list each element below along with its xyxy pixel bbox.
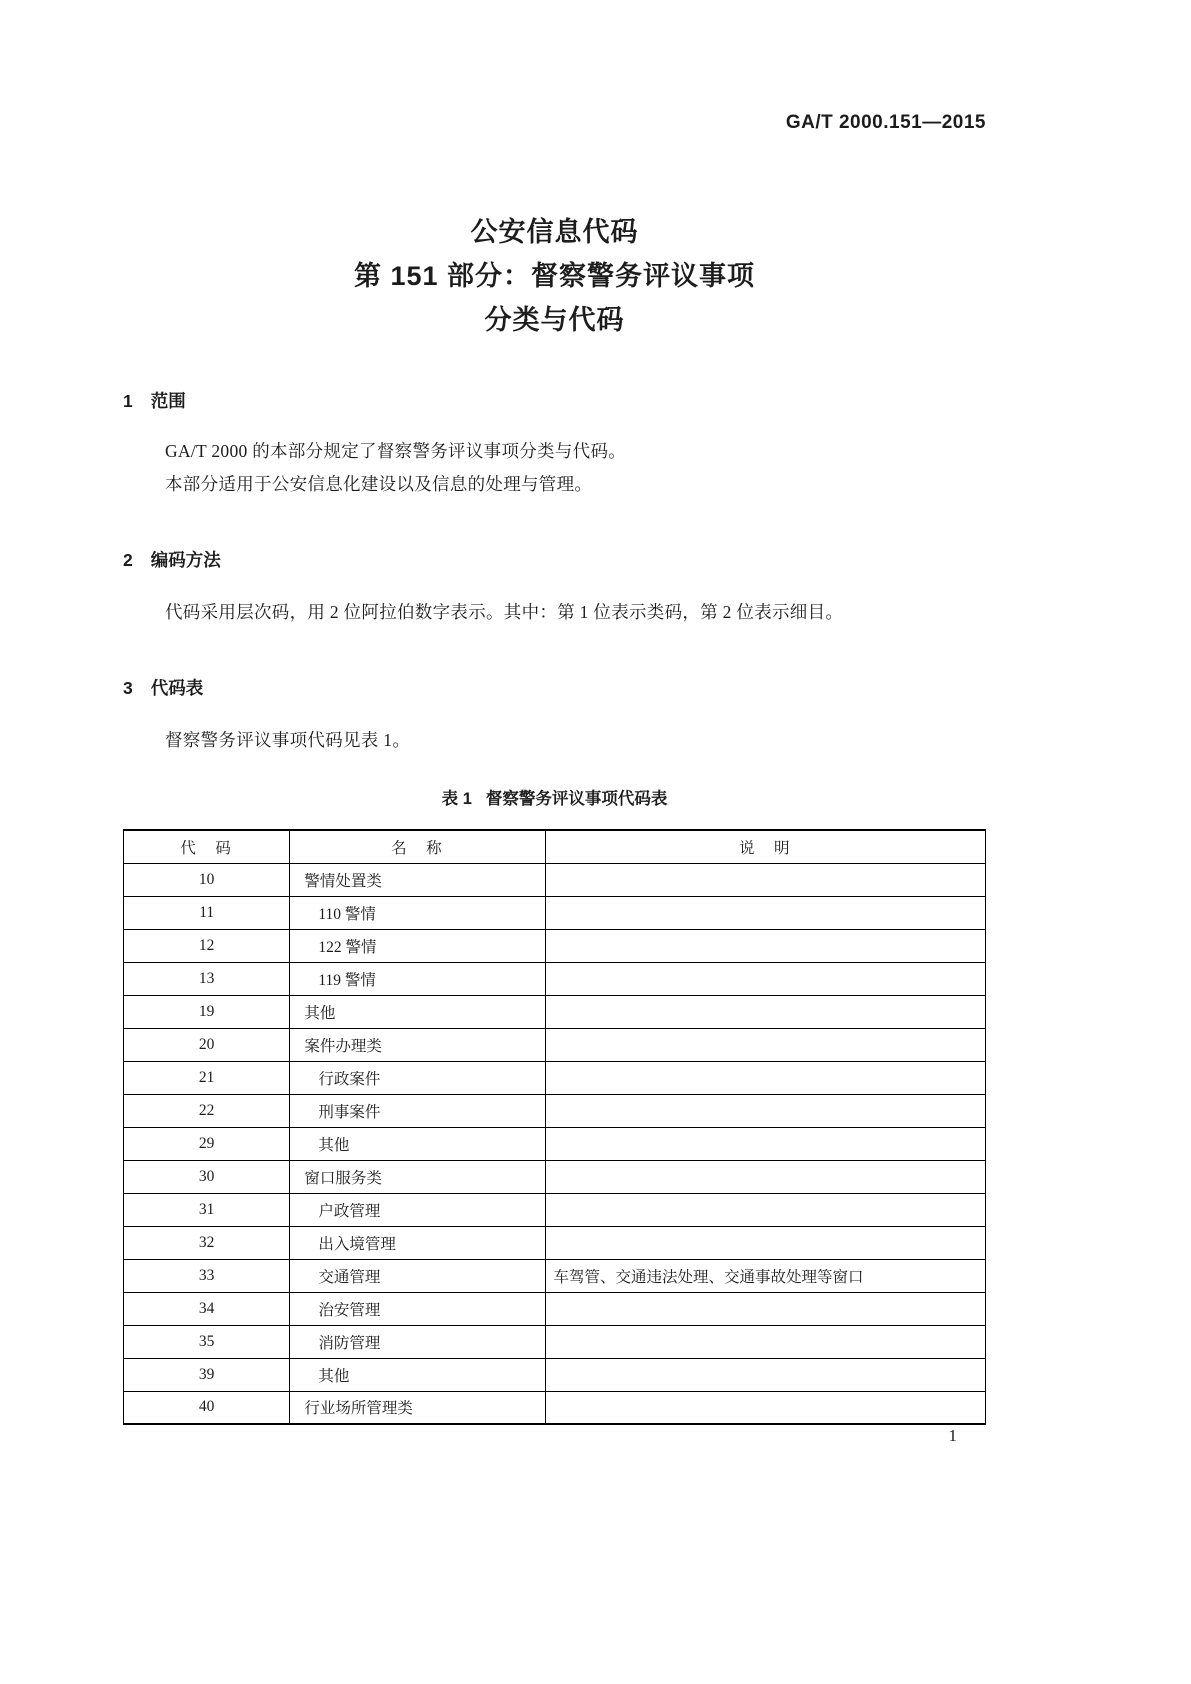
cell-code: 30 [124, 1160, 290, 1193]
cell-note [545, 962, 986, 995]
title-line-3: 分类与代码 [484, 305, 625, 335]
table-row [124, 1061, 986, 1094]
cell-name: 行业场所管理类 [290, 1391, 545, 1424]
cell-code: 32 [124, 1226, 290, 1259]
paragraph: 本部分适用于公安信息化建设以及信息的处理与管理。 [165, 474, 593, 494]
page-content [0, 112, 1191, 1425]
cell-name: 窗口服务类 [290, 1160, 545, 1193]
header-note: 说 明 [545, 830, 986, 863]
table-row [124, 896, 986, 929]
table-row [124, 1193, 986, 1226]
table-caption-title: 督察警务评议事项代码表 [485, 790, 668, 808]
cell-code: 11 [124, 896, 290, 929]
cell-name: 119 警情 [290, 962, 545, 995]
cell-name: 刑事案件 [290, 1094, 545, 1127]
table-row [124, 863, 986, 896]
cell-name: 其他 [290, 1358, 545, 1391]
cell-note [545, 863, 986, 896]
cell-name: 消防管理 [290, 1325, 545, 1358]
table-row [124, 929, 986, 962]
section-heading-scope [123, 388, 986, 413]
title-line-2: 第 151 部分：督察警务评议事项 [353, 261, 756, 291]
cell-name: 警情处置类 [290, 863, 545, 896]
table-row [124, 1259, 986, 1292]
cell-code: 35 [124, 1325, 290, 1358]
page-number: 1 [948, 1426, 957, 1445]
header-code: 代 码 [124, 830, 290, 863]
cell-note [545, 1160, 986, 1193]
cell-name: 户政管理 [290, 1193, 545, 1226]
table-row [124, 1226, 986, 1259]
table-row [124, 995, 986, 1028]
cell-code: 13 [124, 962, 290, 995]
title-line-1: 公安信息代码 [470, 217, 639, 247]
paragraph: 代码采用层次码，用 2 位阿拉伯数字表示。其中：第 1 位表示类码，第 2 位表示细目。 [165, 602, 844, 622]
cell-note [545, 1094, 986, 1127]
cell-name: 110 警情 [290, 896, 545, 929]
code-table [123, 829, 986, 1425]
cell-name: 交通管理 [290, 1259, 545, 1292]
code-table-body [124, 863, 986, 1424]
table-row [124, 962, 986, 995]
section-title: 范围 [150, 391, 186, 411]
cell-code: 40 [124, 1391, 290, 1424]
cell-note [545, 896, 986, 929]
cell-note: 车驾管、交通违法处理、交通事故处理等窗口 [545, 1259, 986, 1292]
table-row [124, 1358, 986, 1391]
section-number: 1 [123, 391, 133, 411]
paragraph: 督察警务评议事项代码见表 1。 [165, 730, 411, 750]
cell-name: 案件办理类 [290, 1028, 545, 1061]
cell-code: 22 [124, 1094, 290, 1127]
cell-name: 行政案件 [290, 1061, 545, 1094]
section-number: 3 [123, 678, 133, 698]
cell-code: 33 [124, 1259, 290, 1292]
table-caption [123, 785, 986, 809]
cell-note [545, 1325, 986, 1358]
section-title: 编码方法 [150, 550, 221, 570]
cell-name: 其他 [290, 995, 545, 1028]
table-row [124, 1325, 986, 1358]
cell-code: 31 [124, 1193, 290, 1226]
cell-name: 其他 [290, 1127, 545, 1160]
cell-note [545, 995, 986, 1028]
cell-note [545, 929, 986, 962]
page-title [123, 210, 986, 342]
table-row [124, 1028, 986, 1061]
table-row [124, 1127, 986, 1160]
cell-note [545, 1061, 986, 1094]
cell-code: 20 [124, 1028, 290, 1061]
cell-code: 19 [124, 995, 290, 1028]
cell-code: 39 [124, 1358, 290, 1391]
cell-code: 21 [124, 1061, 290, 1094]
cell-note [545, 1127, 986, 1160]
cell-note [545, 1358, 986, 1391]
header-name: 名 称 [290, 830, 545, 863]
cell-name: 122 警情 [290, 929, 545, 962]
table-caption-label: 表 1 [441, 790, 472, 808]
cell-note [545, 1391, 986, 1424]
section-number: 2 [123, 550, 133, 570]
table-row [124, 1094, 986, 1127]
section-heading-coding-method [123, 547, 986, 572]
paragraph: GA/T 2000 的本部分规定了督察警务评议事项分类与代码。 [165, 441, 627, 461]
doc-number: GA/T 2000.151—2015 [785, 112, 986, 133]
table-row [124, 1160, 986, 1193]
cell-note [545, 1193, 986, 1226]
section-title: 代码表 [150, 678, 204, 698]
cell-code: 34 [124, 1292, 290, 1325]
cell-code: 10 [124, 863, 290, 896]
cell-code: 29 [124, 1127, 290, 1160]
table-header-row [124, 830, 986, 863]
cell-name: 出入境管理 [290, 1226, 545, 1259]
table-row [124, 1292, 986, 1325]
cell-note [545, 1028, 986, 1061]
cell-note [545, 1226, 986, 1259]
section-heading-code-table [123, 675, 986, 700]
cell-note [545, 1292, 986, 1325]
cell-name: 治安管理 [290, 1292, 545, 1325]
table-row [124, 1391, 986, 1424]
cell-code: 12 [124, 929, 290, 962]
